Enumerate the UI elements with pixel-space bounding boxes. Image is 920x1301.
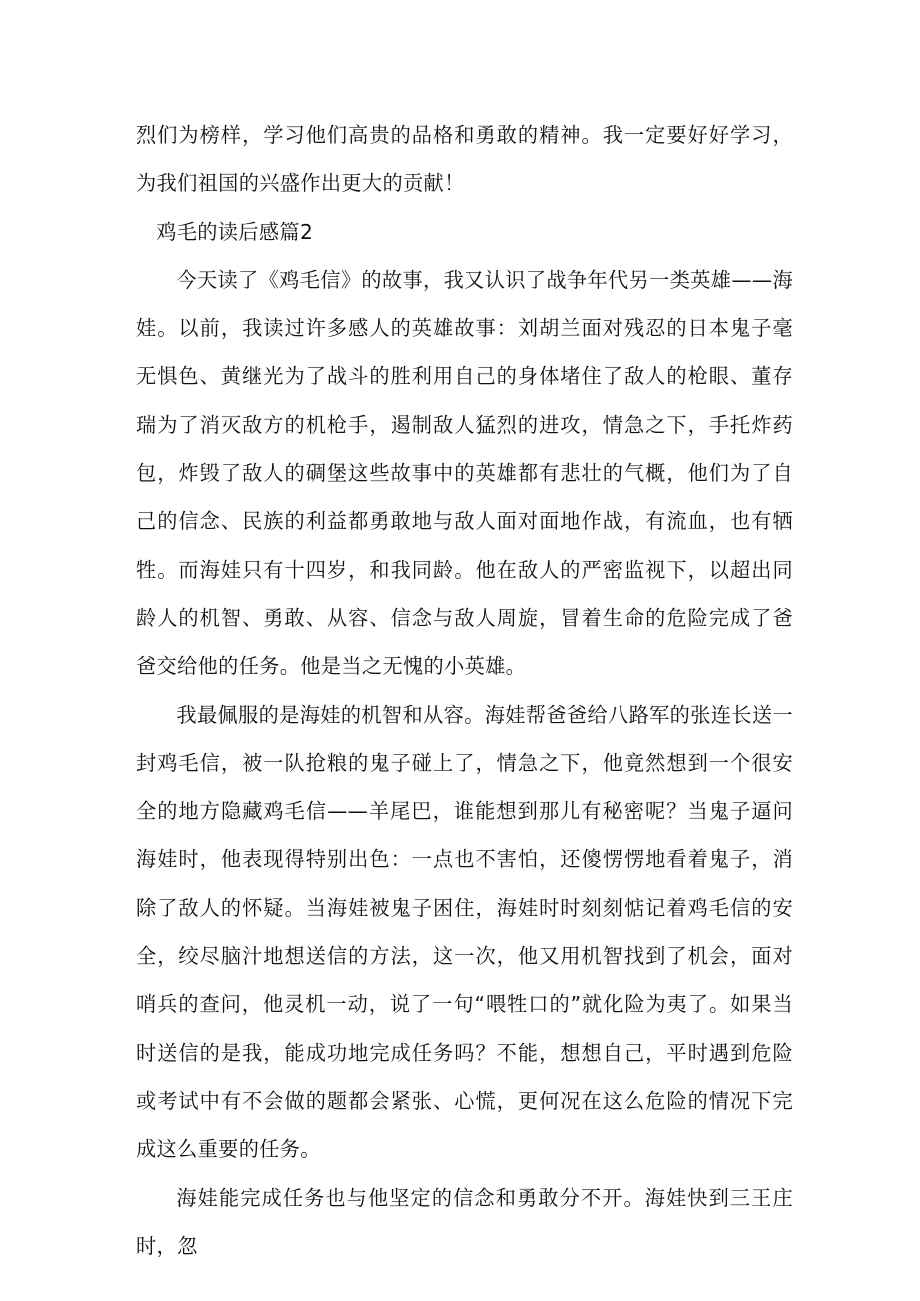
section-heading: 鸡毛的读后感篇2 <box>156 219 314 244</box>
document-body <box>136 111 793 1270</box>
paragraph-continuation: 烈们为榜样，学习他们高贵的品格和勇敢的精神。我一定要好好学习，为我们祖国的兴盛作出更大的贡献！ <box>136 123 793 196</box>
paragraph-courage: 海娃能完成任务也与他坚定的信念和勇敢分不开。海娃快到三王庄时，忽 <box>136 1185 793 1258</box>
paragraph-wisdom: 我最佩服的是海娃的机智和从容。海娃帮爸爸给八路军的张连长送一封鸡毛信，被一队抢粮的鬼子碰上了，情急之下，他竟然想到一个很安全的地方隐藏鸡毛信——羊尾巴，谁能想到那儿有秘密呢？当鬼子逼问海娃时，他表现得特别出色：一点也不害怕，还傻愣愣地看着鬼子，消除了敌人的怀疑。当海娃被鬼子困住，海娃时时刻刻惦记着鸡毛信的安全，绞尽脑汁地想送信的方法，这一次，他又用机智找到了机会，面对哨兵的查问，他灵机一动，说了一句“喂牲口的”就化险为夷了。如果当时送信的是我，能成功地完成任务吗？不能，想想自己，平时遇到危险或考试中有不会做的题都会紧张、心慌，更何况在这么危险的情况下完成这么重要的任务。 <box>136 702 793 1162</box>
paragraph-intro: 今天读了《鸡毛信》的故事，我又认识了战争年代另一类英雄——海娃。以前，我读过许多感人的英雄故事：刘胡兰面对残忍的日本鬼子毫无惧色、黄继光为了战斗的胜利用自己的身体堵住了敌人的枪眼、董存瑞为了消灭敌方的机枪手，遏制敌人猛烈的进攻，情急之下，手托炸药包，炸毁了敌人的碉堡这些故事中的英雄都有悲壮的气概，他们为了自己的信念、民族的利益都勇敢地与敌人面对面地作战，有流血，也有牺牲。而海娃只有十四岁，和我同龄。他在敌人的严密监视下，以超出同龄人的机智、勇敢、从容、信念与敌人周旋，冒着生命的危险完成了爸爸交给他的任务。他是当之无愧的小英雄。 <box>136 267 793 679</box>
